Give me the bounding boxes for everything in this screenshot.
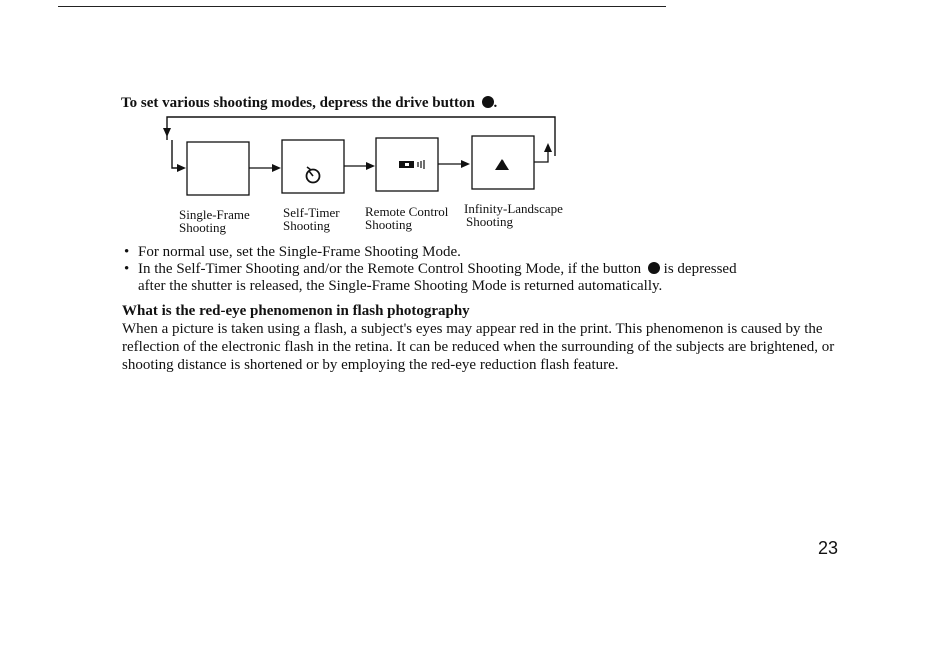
page-number: 23 xyxy=(818,538,839,558)
bullet-item-2-continued: after the shutter is released, the Single-Frame Shooting Mode is returned automatically. xyxy=(138,278,663,294)
section-title: What is the red-eye phenomenon in flash photography xyxy=(122,303,470,319)
bullet-list xyxy=(122,244,842,295)
heading-end: . xyxy=(493,95,498,111)
arrow-1-head xyxy=(272,164,281,172)
loop-down-arrowhead xyxy=(163,128,171,137)
section-body: When a picture is taken using a flash, a subject's eyes may appear red in the print. This phenomenon is caused by the reflection of the electronic flash in the retina. It can be reduced when the surrounding of the subjects are brightened, or shooting distance is shortened or by employing the red-eye reduction flash feature. xyxy=(122,321,835,373)
entry-line xyxy=(172,140,183,168)
mode-label-single-frame: Single-Frame Shooting xyxy=(179,207,250,235)
arrow-2-head xyxy=(366,162,375,170)
mode-box-self-timer xyxy=(282,140,344,193)
arrow-3-head xyxy=(461,160,470,168)
mode-box-single-frame xyxy=(187,142,249,195)
mode-label-landscape: Infinity-Landscape Shooting xyxy=(464,201,563,229)
exit-arrowhead xyxy=(544,143,552,152)
heading-text: To set various shooting modes, depress the drive button xyxy=(121,95,475,111)
bullet-item-2: • In the Self-Timer Shooting and/or the Remote Control Shooting Mode, if the button is depressed xyxy=(124,261,737,277)
button-number-icon xyxy=(648,262,660,274)
entry-arrowhead xyxy=(177,164,186,172)
mode-label-remote: Remote Control Shooting xyxy=(365,204,449,232)
mode-label-self-timer: Self-Timer Shooting xyxy=(283,205,340,233)
bullet-item-1: • For normal use, set the Single-Frame Shooting Mode. xyxy=(124,244,461,260)
